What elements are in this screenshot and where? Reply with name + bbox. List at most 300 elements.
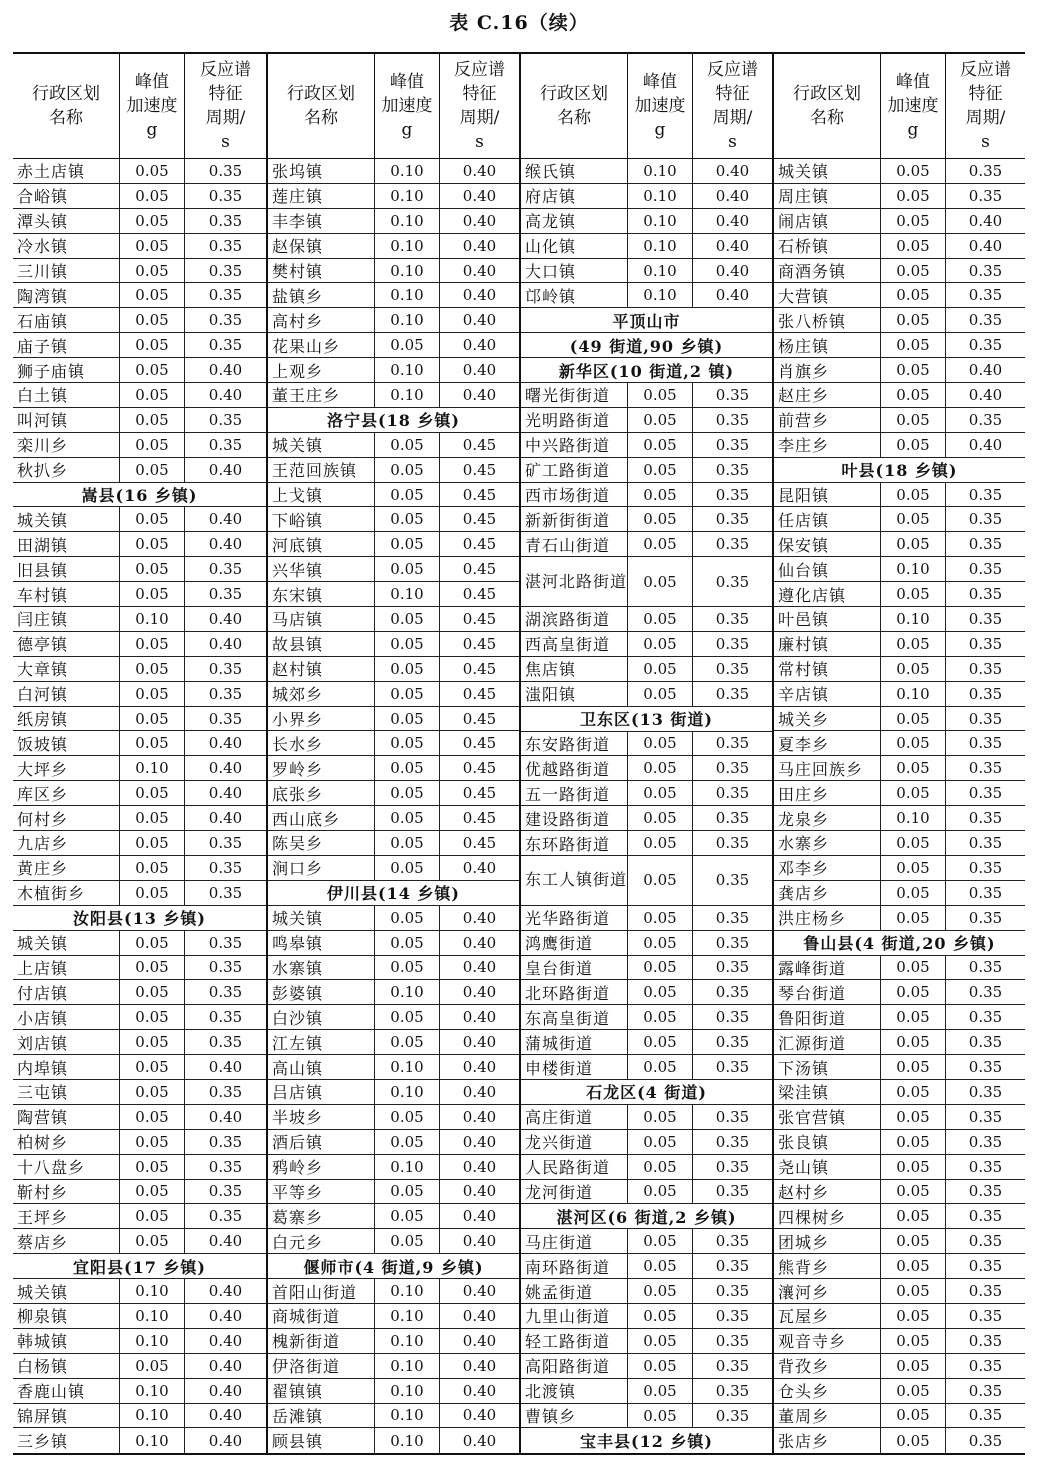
division-name: 五一路街道 [525, 784, 611, 804]
division-name: 东安路街道 [525, 734, 611, 754]
table-row [774, 1130, 1025, 1155]
table-row [521, 732, 772, 757]
division-name: 白沙镇 [272, 1008, 324, 1028]
group-heading: 鲁山县(4 街道,20 乡镇) [774, 931, 1025, 956]
peak-acceleration-value: 0.05 [119, 781, 184, 805]
peak-acceleration-value: 0.05 [627, 1329, 692, 1353]
peak-acceleration-value: 0.05 [119, 507, 184, 531]
characteristic-period-value: 0.35 [692, 657, 772, 681]
table-row [13, 1404, 266, 1429]
table-body [521, 159, 772, 1453]
table-row [268, 209, 519, 234]
peak-acceleration-value: 0.05 [880, 159, 945, 183]
table-row [774, 607, 1025, 632]
table-panel-4 [772, 54, 1025, 1453]
table-row [268, 707, 519, 732]
peak-acceleration-value: 0.05 [880, 1354, 945, 1378]
characteristic-period-value: 0.35 [945, 1304, 1025, 1328]
division-name: 中兴路街道 [525, 436, 611, 456]
characteristic-period-value: 0.35 [945, 308, 1025, 332]
characteristic-period-value: 0.35 [945, 632, 1025, 656]
division-name: 三乡镇 [17, 1432, 69, 1452]
division-name: 白土镇 [17, 386, 69, 406]
division-name: 龙泉乡 [778, 809, 830, 829]
peak-acceleration-value: 0.05 [627, 1304, 692, 1328]
division-name: 龚店乡 [778, 884, 830, 904]
division-name: 缑氏镇 [525, 162, 577, 182]
table-row [13, 856, 266, 881]
table-row [521, 557, 772, 607]
peak-acceleration-value: 0.05 [374, 731, 439, 755]
table-row [774, 1404, 1025, 1429]
peak-acceleration-value: 0.05 [119, 1080, 184, 1104]
division-name: 涧口乡 [272, 859, 324, 879]
characteristic-period-value: 0.35 [945, 1404, 1025, 1428]
table-row [521, 1155, 772, 1180]
characteristic-period-value: 0.40 [184, 607, 266, 631]
division-name: 团城乡 [778, 1232, 830, 1252]
characteristic-period-value: 0.45 [439, 781, 519, 805]
division-name: 邓李乡 [778, 859, 830, 879]
characteristic-period-value: 0.35 [945, 557, 1025, 581]
division-name: 人民路街道 [525, 1158, 611, 1178]
table-row [521, 931, 772, 956]
peak-acceleration-value: 0.10 [374, 980, 439, 1004]
peak-acceleration-value: 0.05 [627, 906, 692, 930]
division-name: 洪庄杨乡 [778, 909, 847, 929]
division-name: 湖滨路街道 [525, 610, 611, 630]
header-peak-acceleration: 峰值 加速度 g [627, 54, 692, 158]
characteristic-period-value: 0.35 [692, 1329, 772, 1353]
table-row [13, 781, 266, 806]
division-name: 樊村镇 [272, 262, 324, 281]
table-row [774, 1379, 1025, 1404]
division-name: 高阳路街道 [525, 1357, 611, 1377]
division-name: 东高皇街道 [525, 1008, 611, 1028]
table-row [268, 731, 519, 756]
peak-acceleration-value: 0.05 [119, 458, 184, 482]
division-name: 观音寺乡 [778, 1332, 847, 1352]
table-row [268, 383, 519, 408]
division-name: 底张乡 [272, 784, 324, 804]
table-row [13, 209, 266, 234]
division-name: 何村乡 [17, 809, 69, 829]
group-heading: 平顶山市 [521, 308, 772, 333]
peak-acceleration-value: 0.05 [627, 806, 692, 830]
peak-acceleration-value: 0.05 [627, 931, 692, 955]
table-panel-3 [519, 54, 772, 1453]
table-row [13, 308, 266, 333]
table-row [13, 682, 266, 707]
peak-acceleration-value: 0.05 [627, 732, 692, 756]
peak-acceleration-value: 0.05 [119, 956, 184, 980]
division-name: 翟镇镇 [272, 1382, 324, 1402]
division-name: 四棵树乡 [778, 1207, 847, 1227]
characteristic-period-value: 0.35 [692, 931, 772, 955]
table-row [268, 259, 519, 284]
table-row [521, 234, 772, 259]
characteristic-period-value: 0.35 [945, 1155, 1025, 1179]
division-name: 小界乡 [272, 710, 324, 730]
characteristic-period-value: 0.35 [184, 1204, 266, 1228]
characteristic-period-value: 0.35 [945, 1354, 1025, 1378]
header-characteristic-period: 反应谱 特征 周期/ s [439, 54, 519, 158]
table-row [13, 1105, 266, 1130]
division-name: 河底镇 [272, 535, 324, 555]
table-row [13, 557, 266, 582]
table-row [774, 159, 1025, 184]
peak-acceleration-value: 0.05 [119, 1155, 184, 1179]
table-row [268, 1204, 519, 1229]
table-row [268, 333, 519, 358]
table-row [268, 159, 519, 184]
characteristic-period-value: 0.35 [945, 1080, 1025, 1104]
peak-acceleration-value: 0.05 [880, 507, 945, 531]
division-name: 三川镇 [17, 262, 69, 281]
peak-acceleration-value: 0.05 [880, 632, 945, 656]
characteristic-period-value: 0.40 [184, 1404, 266, 1428]
characteristic-period-value: 0.35 [184, 1180, 266, 1204]
peak-acceleration-value: 0.05 [880, 831, 945, 855]
peak-acceleration-value: 0.05 [627, 1229, 692, 1253]
characteristic-period-value: 0.40 [439, 1030, 519, 1054]
table-row [774, 1279, 1025, 1304]
table-row [774, 1005, 1025, 1030]
division-name: 上戈镇 [272, 486, 324, 506]
characteristic-period-value: 0.40 [945, 383, 1025, 407]
characteristic-period-value: 0.40 [184, 1379, 266, 1403]
peak-acceleration-value: 0.05 [627, 532, 692, 556]
characteristic-period-value: 0.40 [439, 1279, 519, 1303]
characteristic-period-value: 0.35 [184, 881, 266, 905]
characteristic-period-value: 0.35 [184, 1080, 266, 1104]
characteristic-period-value: 0.45 [439, 483, 519, 507]
table-row [268, 283, 519, 308]
table-row [774, 209, 1025, 234]
peak-acceleration-value: 0.05 [374, 856, 439, 880]
table-row [268, 1130, 519, 1155]
characteristic-period-value: 0.35 [692, 806, 772, 830]
division-name: 李庄乡 [778, 436, 830, 456]
division-name: 柳泉镇 [17, 1307, 69, 1327]
characteristic-period-value: 0.40 [184, 1428, 266, 1453]
table-row [774, 582, 1025, 607]
peak-acceleration-value: 0.05 [374, 1105, 439, 1129]
group-heading: 洛宁县(18 乡镇) [268, 408, 519, 433]
division-name: 董王庄乡 [272, 386, 341, 406]
group-heading: 卫东区(13 街道) [521, 707, 772, 732]
characteristic-period-value: 0.35 [692, 732, 772, 756]
division-name: 酒后镇 [272, 1133, 324, 1153]
characteristic-period-value: 0.45 [439, 557, 519, 581]
table-row [13, 1180, 266, 1205]
division-name: 狮子庙镇 [17, 361, 86, 381]
division-name: 西山底乡 [272, 809, 341, 829]
peak-acceleration-value: 0.05 [627, 607, 692, 631]
peak-acceleration-value: 0.05 [880, 1404, 945, 1428]
table-row [774, 881, 1025, 906]
table-row [521, 806, 772, 831]
peak-acceleration-value: 0.05 [119, 682, 184, 706]
peak-acceleration-value: 0.05 [119, 1204, 184, 1228]
peak-acceleration-value: 0.05 [880, 1005, 945, 1029]
table-row [268, 1055, 519, 1080]
division-name: 大口镇 [525, 262, 577, 281]
peak-acceleration-value: 0.10 [374, 259, 439, 283]
table-row [774, 1080, 1025, 1105]
characteristic-period-value: 0.35 [184, 931, 266, 955]
peak-acceleration-value: 0.10 [374, 159, 439, 183]
characteristic-period-value: 0.35 [184, 707, 266, 731]
division-name: 北环路街道 [525, 983, 611, 1003]
table-row [268, 956, 519, 981]
division-name: 九店乡 [17, 834, 69, 854]
characteristic-period-value: 0.40 [945, 209, 1025, 233]
header-peak-acceleration: 峰值 加速度 g [119, 54, 184, 158]
characteristic-period-value: 0.40 [439, 1204, 519, 1228]
characteristic-period-value: 0.35 [692, 756, 772, 780]
column-header-row [268, 54, 519, 159]
characteristic-period-value: 0.45 [439, 731, 519, 755]
characteristic-period-value: 0.45 [439, 507, 519, 531]
division-name: 小店镇 [17, 1008, 69, 1028]
peak-acceleration-value: 0.05 [374, 507, 439, 531]
peak-acceleration-value: 0.05 [880, 582, 945, 606]
peak-acceleration-value: 0.05 [374, 483, 439, 507]
peak-acceleration-value: 0.05 [627, 1105, 692, 1129]
characteristic-period-value: 0.35 [945, 1055, 1025, 1079]
division-name: 潭头镇 [17, 212, 69, 232]
division-name: 栾川乡 [17, 436, 69, 456]
peak-acceleration-value: 0.05 [880, 1229, 945, 1253]
division-name: 江左镇 [272, 1033, 324, 1053]
characteristic-period-value: 0.35 [692, 781, 772, 805]
division-name: 昆阳镇 [778, 486, 830, 506]
division-name: 蔡店乡 [17, 1232, 69, 1252]
characteristic-period-value: 0.35 [945, 980, 1025, 1004]
characteristic-period-value: 0.35 [945, 881, 1025, 905]
peak-acceleration-value: 0.05 [627, 856, 692, 905]
characteristic-period-value: 0.35 [692, 532, 772, 556]
table-row [521, 1304, 772, 1329]
characteristic-period-value: 0.40 [184, 1229, 266, 1253]
division-name: 纸房镇 [17, 710, 69, 730]
table-row [13, 582, 266, 607]
division-name: 高庄街道 [525, 1108, 594, 1128]
division-name: 白杨镇 [17, 1357, 69, 1377]
table-row [521, 408, 772, 433]
division-name: 陶营镇 [17, 1108, 69, 1128]
table-row [521, 906, 772, 931]
table-row [268, 557, 519, 582]
table-row [13, 657, 266, 682]
characteristic-period-value: 0.35 [945, 956, 1025, 980]
peak-acceleration-value: 0.05 [627, 1005, 692, 1029]
characteristic-period-value: 0.40 [184, 383, 266, 407]
peak-acceleration-value: 0.05 [119, 1005, 184, 1029]
division-name: 城郊乡 [272, 685, 324, 705]
characteristic-period-value: 0.45 [439, 831, 519, 855]
peak-acceleration-value: 0.10 [374, 283, 439, 307]
table-row [268, 184, 519, 209]
characteristic-period-value: 0.35 [184, 259, 266, 283]
division-name: 内埠镇 [17, 1058, 69, 1078]
table-title: 表 C.16（续） [449, 12, 589, 34]
table-row [521, 383, 772, 408]
division-name: 柏树乡 [17, 1133, 69, 1153]
table-row [13, 881, 266, 906]
table-row [521, 433, 772, 458]
characteristic-period-value: 0.40 [184, 507, 266, 531]
table-row [268, 1404, 519, 1429]
characteristic-period-value: 0.35 [184, 980, 266, 1004]
peak-acceleration-value: 0.05 [627, 781, 692, 805]
division-name: 城关乡 [778, 710, 830, 730]
table-row [774, 308, 1025, 333]
table-row [774, 1428, 1025, 1453]
table-row [521, 259, 772, 284]
division-name: 新新街街道 [525, 510, 611, 530]
table-row [268, 1005, 519, 1030]
characteristic-period-value: 0.35 [945, 408, 1025, 432]
division-name: 闫庄镇 [17, 610, 69, 630]
division-name: 靳村乡 [17, 1182, 69, 1202]
table-row [268, 607, 519, 632]
division-name: 叫河镇 [17, 411, 69, 431]
peak-acceleration-value: 0.05 [119, 358, 184, 382]
table-row [268, 1354, 519, 1379]
division-name: 木植街乡 [17, 884, 86, 904]
division-name: 城关镇 [272, 909, 324, 929]
characteristic-period-value: 0.35 [692, 980, 772, 1004]
peak-acceleration-value: 0.05 [119, 632, 184, 656]
characteristic-period-value: 0.35 [692, 408, 772, 432]
characteristic-period-value: 0.35 [945, 806, 1025, 830]
table-row [13, 731, 266, 756]
characteristic-period-value: 0.35 [945, 657, 1025, 681]
division-name: 高山镇 [272, 1058, 324, 1078]
characteristic-period-value: 0.35 [945, 259, 1025, 283]
table-row [13, 234, 266, 259]
division-name: 王坪乡 [17, 1207, 69, 1227]
table-row [774, 507, 1025, 532]
peak-acceleration-value: 0.05 [627, 632, 692, 656]
peak-acceleration-value: 0.10 [119, 1379, 184, 1403]
peak-acceleration-value: 0.05 [374, 557, 439, 581]
characteristic-period-value: 0.35 [184, 1155, 266, 1179]
characteristic-period-value: 0.35 [692, 1229, 772, 1253]
division-name: 鸣皋镇 [272, 934, 324, 954]
table-row [13, 1080, 266, 1105]
peak-acceleration-value: 0.05 [880, 408, 945, 432]
peak-acceleration-value: 0.05 [880, 1379, 945, 1403]
division-name: 闹店镇 [778, 212, 830, 232]
peak-acceleration-value: 0.05 [880, 1155, 945, 1179]
characteristic-period-value: 0.35 [692, 831, 772, 855]
peak-acceleration-value: 0.05 [880, 731, 945, 755]
division-name: 大营镇 [778, 286, 830, 306]
peak-acceleration-value: 0.05 [119, 707, 184, 731]
characteristic-period-value: 0.35 [692, 458, 772, 482]
division-name: 建设路街道 [525, 809, 611, 829]
division-name: 香鹿山镇 [17, 1382, 86, 1402]
division-name: 梁洼镇 [778, 1083, 830, 1103]
peak-acceleration-value: 0.05 [374, 1180, 439, 1204]
division-name: 刘店镇 [17, 1033, 69, 1053]
division-name: 鸦岭乡 [272, 1158, 324, 1178]
characteristic-period-value: 0.40 [439, 1354, 519, 1378]
characteristic-period-value: 0.35 [945, 731, 1025, 755]
characteristic-period-value: 0.40 [945, 234, 1025, 258]
peak-acceleration-value: 0.05 [880, 1130, 945, 1154]
characteristic-period-value: 0.40 [692, 283, 772, 307]
characteristic-period-value: 0.35 [184, 308, 266, 332]
peak-acceleration-value: 0.05 [119, 184, 184, 208]
peak-acceleration-value: 0.05 [880, 1254, 945, 1278]
table-row [13, 1379, 266, 1404]
characteristic-period-value: 0.40 [439, 906, 519, 930]
division-name: 辛店镇 [778, 685, 830, 705]
peak-acceleration-value: 0.10 [374, 1279, 439, 1303]
peak-acceleration-value: 0.05 [374, 906, 439, 930]
peak-acceleration-value: 0.10 [627, 234, 692, 258]
division-name: 莲庄镇 [272, 187, 324, 207]
table-row [13, 1204, 266, 1229]
table-body [13, 159, 266, 1453]
peak-acceleration-value: 0.05 [627, 756, 692, 780]
table-row [268, 358, 519, 383]
table-row [521, 607, 772, 632]
table-row [521, 980, 772, 1005]
table-row [774, 1304, 1025, 1329]
peak-acceleration-value: 0.05 [880, 483, 945, 507]
characteristic-period-value: 0.40 [439, 1155, 519, 1179]
characteristic-period-value: 0.35 [692, 1404, 772, 1428]
column-header-row [13, 54, 266, 159]
characteristic-period-value: 0.35 [692, 1155, 772, 1179]
group-heading: 新华区(10 街道,2 镇) [521, 358, 772, 383]
division-name: 田庄乡 [778, 784, 830, 804]
table-row [268, 1180, 519, 1205]
division-name: 赵村乡 [778, 1182, 830, 1202]
division-name: 赵村镇 [272, 660, 324, 680]
division-name: 城关镇 [778, 162, 830, 182]
characteristic-period-value: 0.40 [439, 308, 519, 332]
division-name: 三屯镇 [17, 1083, 69, 1103]
peak-acceleration-value: 0.05 [880, 1279, 945, 1303]
division-name: 旧县镇 [17, 560, 69, 580]
group-heading: 宝丰县(12 乡镇) [580, 1432, 713, 1452]
characteristic-period-value: 0.35 [945, 582, 1025, 606]
table-row [521, 632, 772, 657]
characteristic-period-value: 0.35 [692, 906, 772, 930]
table-row [774, 483, 1025, 508]
table-row [521, 756, 772, 781]
characteristic-period-value: 0.35 [184, 831, 266, 855]
peak-acceleration-value: 0.05 [627, 458, 692, 482]
characteristic-period-value: 0.35 [692, 632, 772, 656]
peak-acceleration-value: 0.05 [880, 1204, 945, 1228]
division-name: 陶湾镇 [17, 286, 69, 306]
division-name: 尧山镇 [778, 1158, 830, 1178]
division-name: 水寨镇 [272, 958, 324, 978]
peak-acceleration-value: 0.05 [627, 956, 692, 980]
table-row [268, 632, 519, 657]
characteristic-period-value: 0.35 [184, 557, 266, 581]
characteristic-period-value: 0.35 [945, 1428, 1025, 1453]
header-peak-acceleration: 峰值 加速度 g [374, 54, 439, 158]
division-name: 马庄回族乡 [778, 759, 864, 779]
